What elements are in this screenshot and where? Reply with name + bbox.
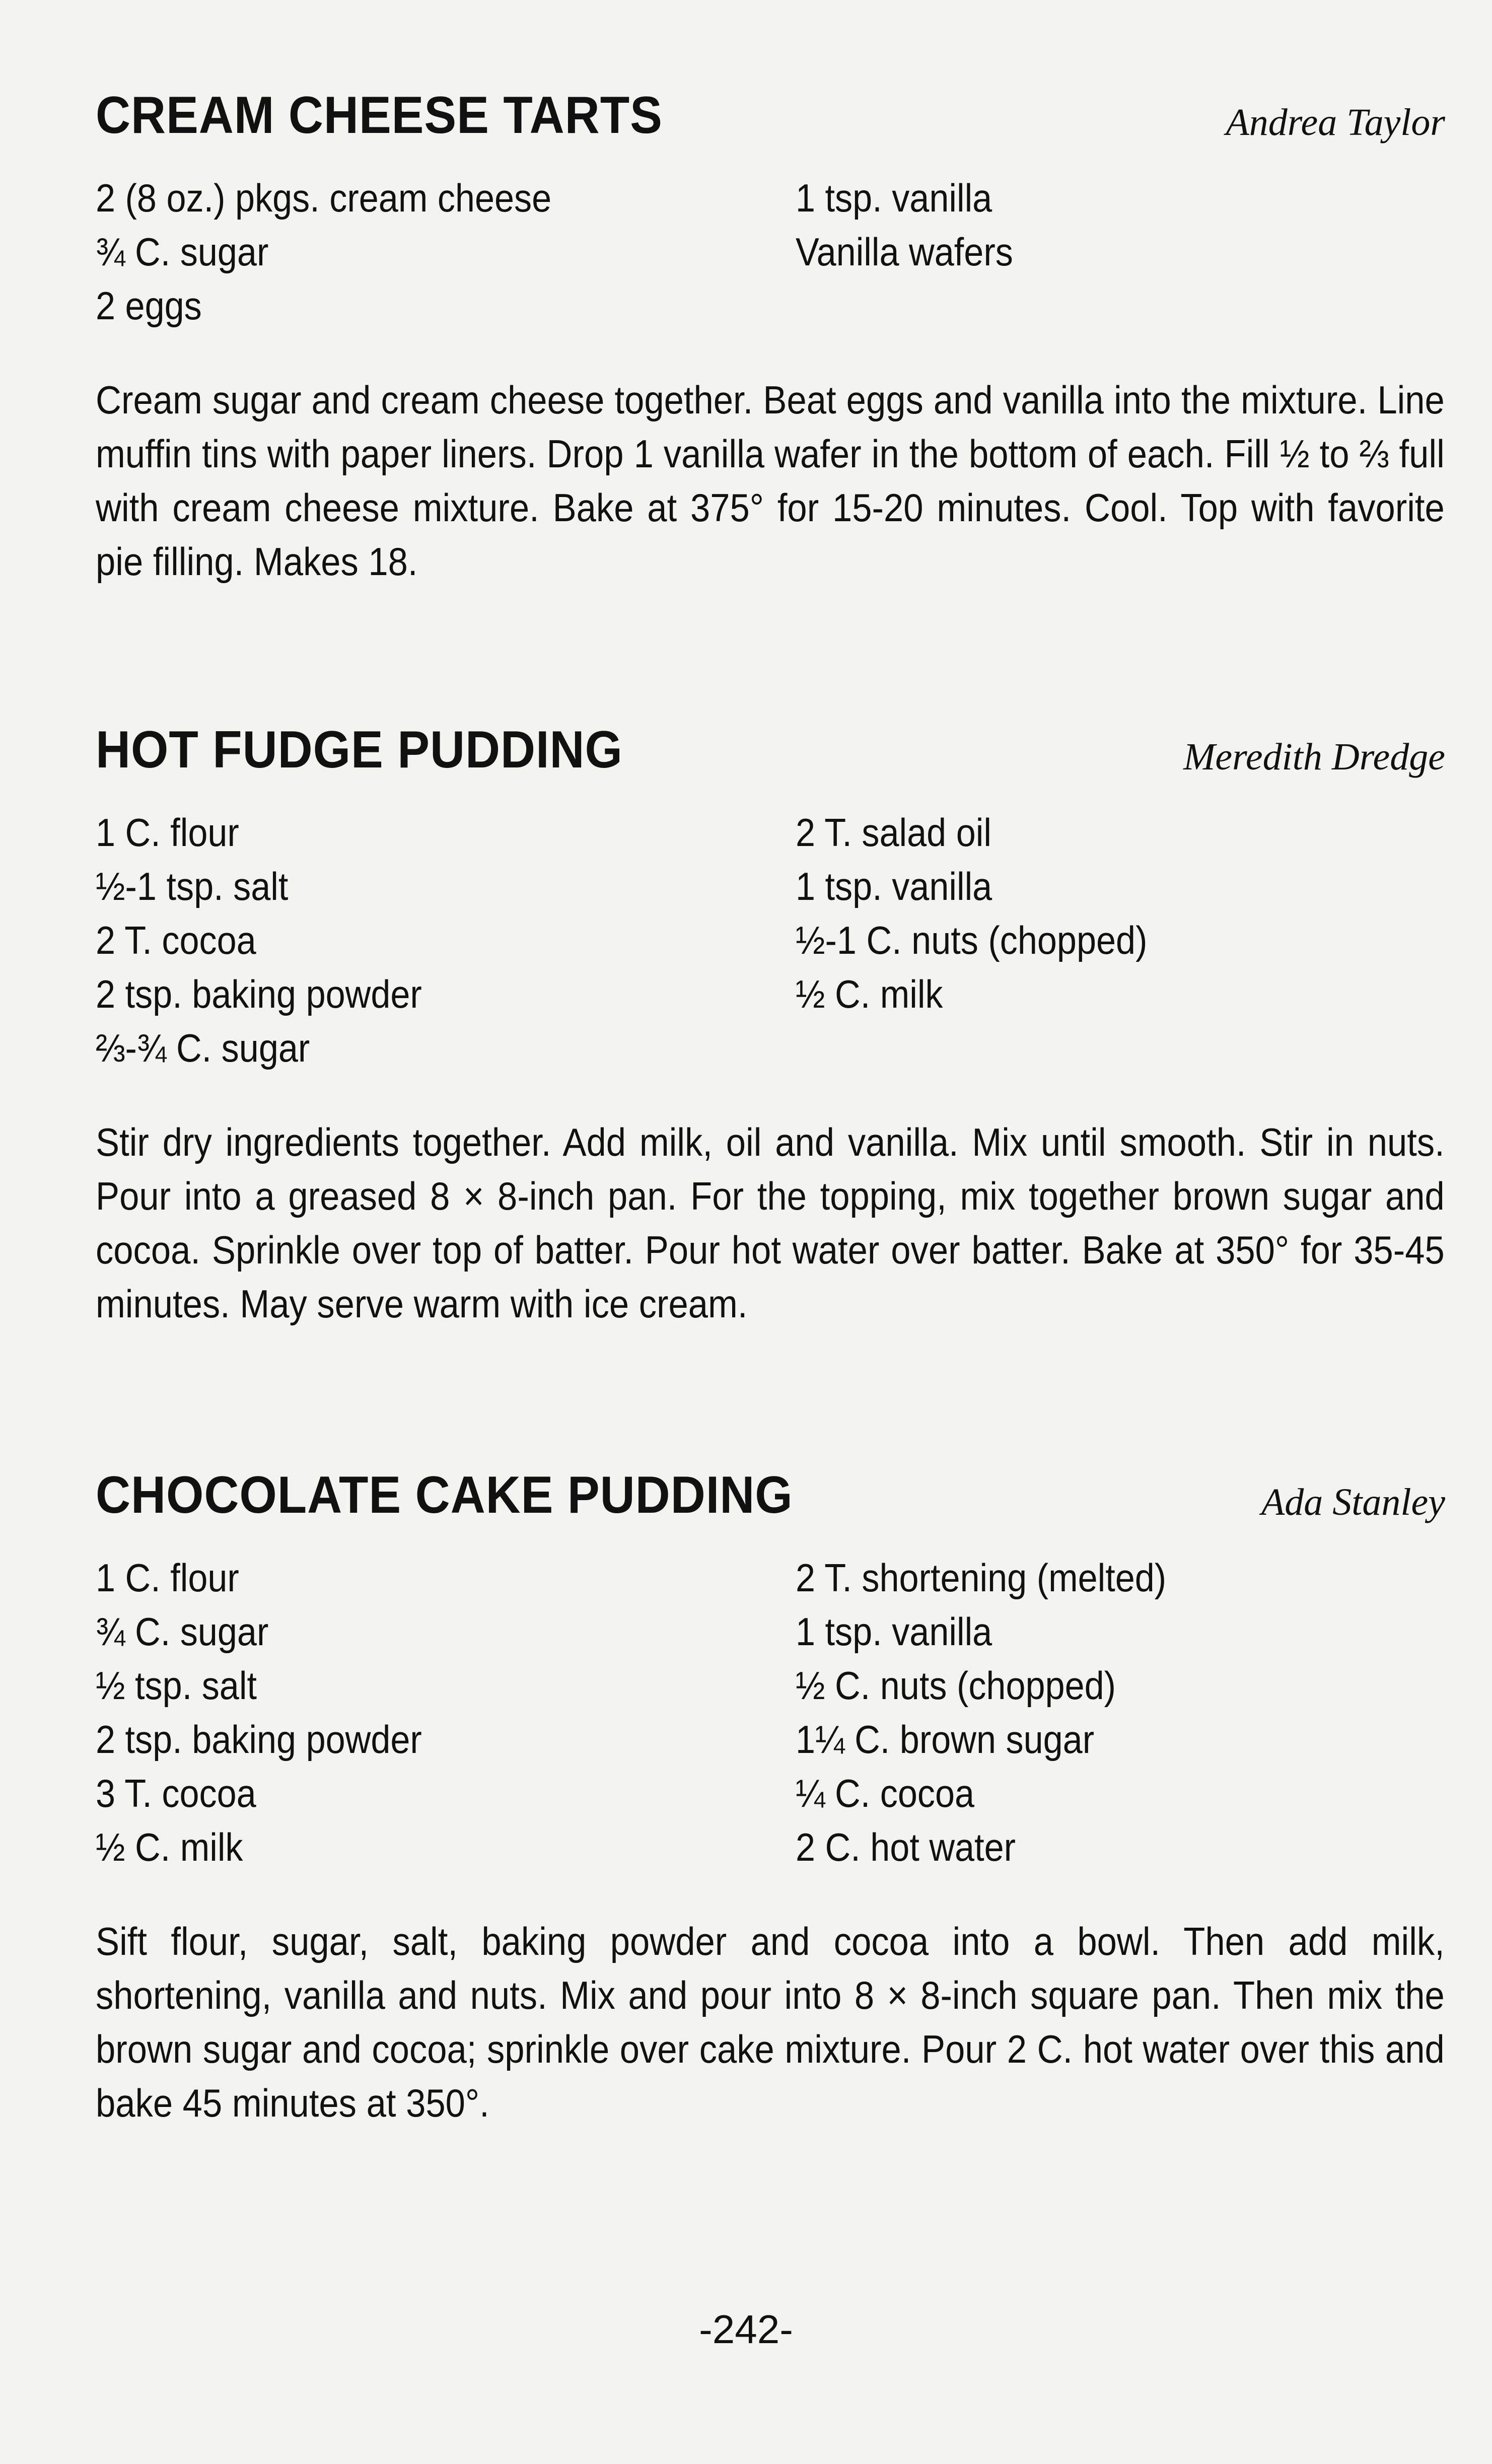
ingredient-line: ½-1 C. nuts (chopped) (796, 918, 1148, 962)
ingredient-line: ½ C. nuts (chopped) (796, 1663, 1116, 1708)
recipe-header (96, 720, 1445, 786)
ingredient-line: Vanilla wafers (796, 230, 1013, 274)
ingredient-line: 1 C. flour (96, 810, 239, 855)
ingredient-line: 3 T. cocoa (96, 1771, 256, 1815)
ingredient-line: 1 tsp. vanilla (796, 176, 992, 220)
ingredient-line: 2 C. hot water (796, 1825, 1016, 1869)
recipe-directions: Cream sugar and cream cheese together. Beat eggs and vanilla into the mixture. Line muffin tins with paper liners. Drop 1 vanilla wafer in the bottom of each. Fill ½ to ⅔ full with cream cheese mixture. Bake at 375° for 15-20 minutes. Cool. Top with favorite pie filling. Makes 18. (96, 378, 1445, 584)
ingredients-list (96, 1551, 1445, 1874)
ingredients-left-column (96, 1551, 726, 1874)
ingredient-line: 2 tsp. baking powder (96, 972, 422, 1016)
recipe-chocolate-cake-pudding (96, 1465, 1445, 2130)
ingredient-line: 2 T. salad oil (796, 810, 991, 855)
page-number: -242- (699, 2307, 793, 2352)
ingredient-line: ⅔-¾ C. sugar (96, 1026, 310, 1070)
ingredient-line: 1 C. flour (96, 1556, 239, 1600)
ingredient-line: 1¼ C. brown sugar (796, 1717, 1095, 1762)
recipe-directions: Sift flour, sugar, salt, baking powder and cocoa into a bowl. Then add milk, shortening, vanilla and nuts. Mix and pour into 8 × 8-inch square pan. Then mix the brown sugar and cocoa; sprinkle over cake mixture. Pour 2 C. hot water over this and bake 45 minutes at 350°. (96, 1919, 1445, 2125)
ingredient-line: ½-1 tsp. salt (96, 864, 289, 908)
ingredients-left-column (96, 171, 726, 333)
recipe-title: CREAM CHEESE TARTS (96, 86, 663, 145)
ingredient-line: 2 T. shortening (melted) (796, 1556, 1167, 1600)
ingredient-line: ½ tsp. salt (96, 1663, 257, 1708)
ingredients-list (96, 171, 1445, 333)
ingredient-line: ¾ C. sugar (96, 230, 269, 274)
ingredient-line: ¼ C. cocoa (796, 1771, 975, 1815)
ingredient-line: 1 tsp. vanilla (796, 864, 992, 908)
ingredients-right-column (796, 171, 1380, 333)
recipe-cream-cheese-tarts (96, 86, 1445, 589)
ingredient-line: ¾ C. sugar (96, 1609, 269, 1654)
ingredients-right-column (796, 806, 1380, 1075)
recipe-directions: Stir dry ingredients together. Add milk, oil and vanilla. Mix until smooth. Stir in nuts. Pour into a greased 8 × 8-inch pan. For the topping, mix together brown sugar and cocoa. Sprinkle over top of batter. Pour hot water over batter. Bake at 350° for 35-45 minutes. May serve warm with ice cream. (96, 1120, 1445, 1326)
recipe-author: Ada Stanley (1261, 1481, 1445, 1523)
ingredient-line: 2 (8 oz.) pkgs. cream cheese (96, 176, 552, 220)
ingredients-right-column (796, 1551, 1380, 1874)
ingredients-left-column (96, 806, 726, 1075)
ingredient-line: ½ C. milk (96, 1825, 243, 1869)
ingredient-line: 2 T. cocoa (96, 918, 256, 962)
recipe-header (96, 86, 1445, 151)
ingredient-line: 2 tsp. baking powder (96, 1717, 422, 1762)
ingredients-list (96, 806, 1445, 1075)
recipe-hot-fudge-pudding (96, 720, 1445, 1331)
recipe-author: Meredith Dredge (1183, 736, 1445, 778)
ingredient-line: 2 eggs (96, 284, 202, 328)
recipe-header (96, 1465, 1445, 1531)
recipe-title: HOT FUDGE PUDDING (96, 721, 623, 779)
ingredient-line: ½ C. milk (796, 972, 943, 1016)
ingredient-line: 1 tsp. vanilla (796, 1609, 992, 1654)
recipe-author: Andrea Taylor (1226, 101, 1445, 144)
recipe-title: CHOCOLATE CAKE PUDDING (96, 1466, 793, 1524)
